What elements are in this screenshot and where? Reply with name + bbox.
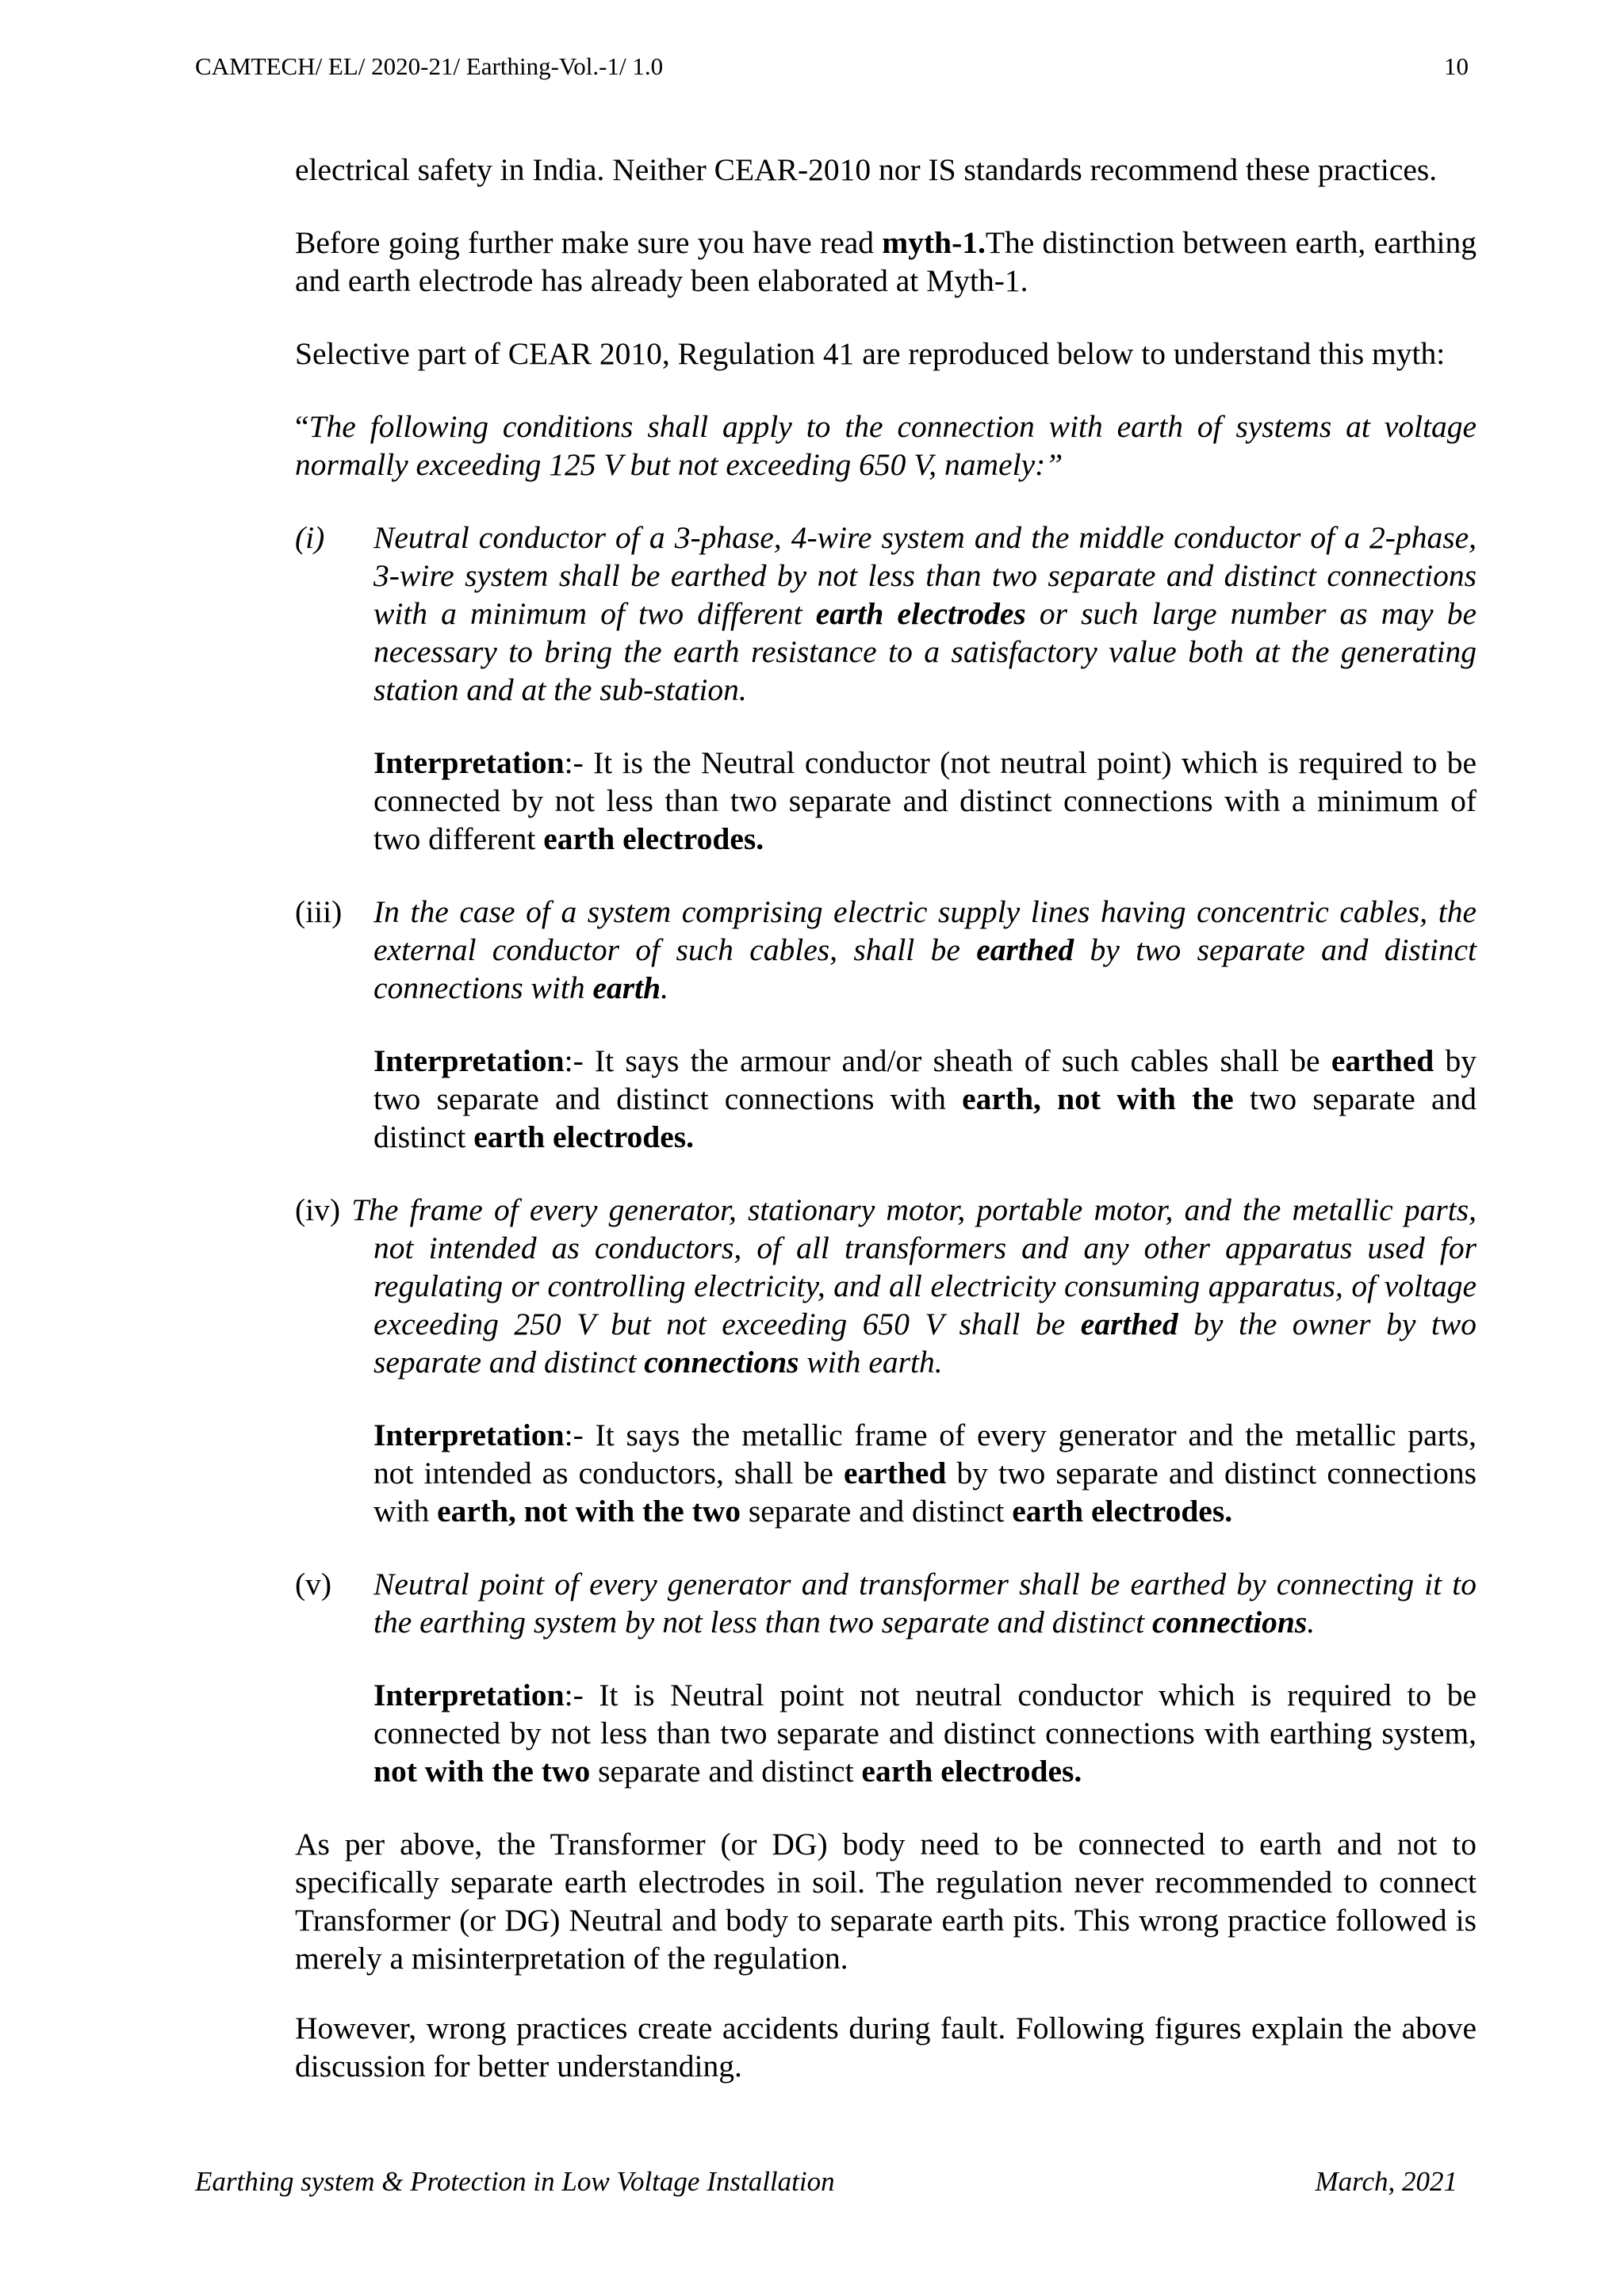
interpretation-label: Interpretation xyxy=(373,1678,565,1712)
item-text: or such large number as may be necessary to bring the earth resistance to a satisfactory value both at the generating station and at the sub-station. xyxy=(373,596,1477,707)
header-document-code: CAMTECH/ EL/ 2020-21/ Earthing-Vol.-1/ 1.0 xyxy=(195,52,664,80)
myth-link-text: myth-1. xyxy=(882,225,986,260)
paragraph-conclusion: As per above, the Transformer (or DG) body need to be connected to earth and not to specifically separate earth electrodes in soil. The regulation never recommended to connect Transformer (or DG) Neutral and body to separate earth pits. This wrong practice followed is merely a misinterpretation of the regulation. xyxy=(295,1827,1477,1976)
text: The distinction between earth, earthing and earth electrode has already been elaborated at Myth-1. xyxy=(295,225,1477,298)
text: Before going further make sure you have read xyxy=(295,225,883,260)
footer-title: Earthing system & Protection in Low Voltage Installation xyxy=(195,2166,835,2197)
item-text-bold: earth electrodes xyxy=(815,596,1026,631)
paragraph-myth-reference xyxy=(295,224,1477,300)
interpretation-label: Interpretation xyxy=(373,1418,565,1452)
regulation-item-iii: (iii) In the case of a system comprising electric supply lines having concentric cables, the external conductor of such cables, shall be earthed by two separate and distinct connections with earth. xyxy=(295,894,1477,1005)
interpretation-v: Interpretation:- It is Neutral point not neutral conductor which is required to be connected by not less than two separate and distinct connections with earthing system, not with the two separate and distinct earth electrodes. xyxy=(373,1678,1477,1789)
quote-text: The following conditions shall apply to the connection with earth of systems at voltage normally exceeding 125 V but not exceeding 650 V, namely:” xyxy=(295,409,1477,482)
interpretation-label: Interpretation xyxy=(373,1043,565,1078)
paragraph-regulation-intro: Selective part of CEAR 2010, Regulation 41 are reproduced below to understand this myth: xyxy=(295,336,1446,371)
interpretation-iii: Interpretation:- It says the armour and/or sheath of such cables shall be earthed by two separate and distinct connections with earth, not with the two separate and distinct earth electrodes. xyxy=(373,1043,1477,1154)
interpretation-i: Interpretation:- It is the Neutral conductor (not neutral point) which is required to be connected by not less than two separate and distinct connections with a minimum of two different earth electrodes. xyxy=(373,745,1477,856)
regulation-item-v: (v) Neutral point of every generator and transformer shall be earthed by connecting it to the earthing system by not less than two separate and distinct connections. xyxy=(295,1567,1477,1640)
item-number: (iv) xyxy=(295,1192,352,1227)
interpretation-iv: Interpretation:- It says the metallic frame of every generator and the metallic parts, not intended as conductors, shall be earthed by two separate and distinct connections with earth, not with the two separate and distinct earth electrodes. xyxy=(373,1418,1477,1529)
page-body xyxy=(295,151,1477,2085)
page-number: 10 xyxy=(1444,52,1469,80)
paragraph-figures-intro: However, wrong practices create accidents during fault. Following figures explain the above discussion for better understanding. xyxy=(295,2011,1477,2084)
paragraph-intro: electrical safety in India. Neither CEAR-2010 nor IS standards recommend these practices. xyxy=(295,152,1438,187)
regulation-quote xyxy=(295,408,1477,484)
interpretation-label: Interpretation xyxy=(373,745,565,780)
regulation-item-i xyxy=(295,519,1477,709)
item-number: (i) xyxy=(295,520,325,555)
item-number: (v) xyxy=(295,1567,332,1601)
item-number: (iii) xyxy=(295,894,343,929)
quote-mark: “ xyxy=(295,409,309,444)
regulation-item-iv: (iv) The frame of every generator, stationary motor, portable motor, and the metallic parts, not intended as conductors, of all transformers and any other apparatus used for regulating or controlling electricity, and all electricity consuming apparatus, of voltage exceeding 250 V but not exceeding 650 V shall be earthed by the owner by two separate and distinct connections with earth. xyxy=(295,1192,1477,1380)
item-text: Neutral conductor of a 3-phase, 4-wire system and the middle conductor of a 2-phase, 3-wire system shall be earthed by not less than two separate and distinct connections with a minimum of two different xyxy=(373,520,1477,631)
footer-date: March, 2021 xyxy=(1315,2166,1457,2197)
